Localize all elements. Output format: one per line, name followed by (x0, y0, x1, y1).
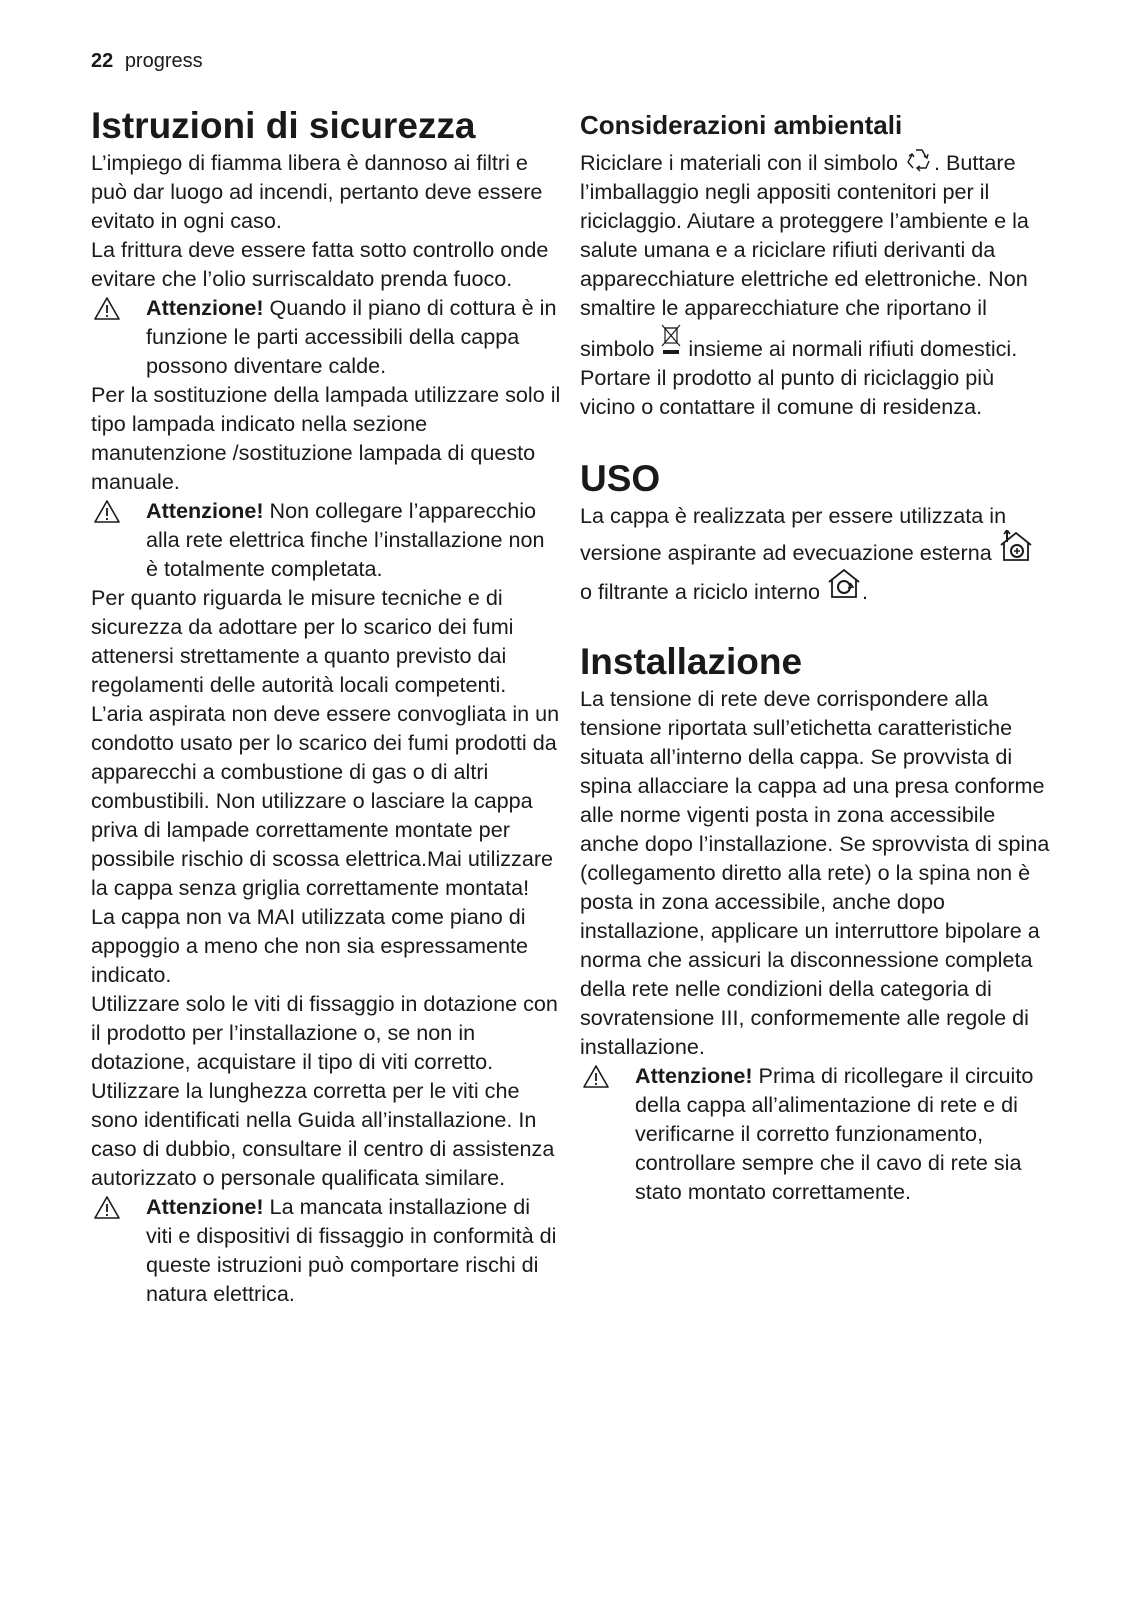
warning-text: La mancata installazione di viti e dispositivi di fissaggio in conformità di queste istruzioni può comportare rischi di natura elettrica. (146, 1194, 557, 1306)
warning-icon (93, 1195, 121, 1220)
safety-paragraph-flame: L’impiego di fiamma libera è dannoso ai filtri e può dar luogo ad incendi, pertanto deve essere evitato in ogni caso. (91, 150, 543, 233)
safety-paragraph-support: La cappa non va MAI utilizzata come piano di appoggio a meno che non sia espressamente indicato. (91, 904, 528, 987)
safety-paragraph-fumes: Per quanto riguarda le misure tecniche e di sicurezza da adottare per lo scarico dei fumi attenersi strettamente a quanto previsto dai regolamenti delle autorità locali competenti. L’aria aspirata non deve essere convogliata in un condotto usato per lo scarico dei fumi prodotti da apparecchi a combustione di gas o di altri combustibili. Non utilizzare o lasciare la cappa priva di lampade correttamente montate per possibile rischio di scossa elettrica.Mai utilizzare la cappa senza griglia correttamente montata! (91, 585, 560, 900)
safety-paragraph-frying: La frittura deve essere fatta sotto controllo onde evitare che l’olio surriscaldato prenda fuoco. (91, 237, 549, 291)
warning-text: Non collegare l’apparecchio alla rete elettrica finche l’installazione non è totalmente completata. (146, 498, 545, 581)
warning-label: Attenzione! (146, 1194, 264, 1219)
safety-paragraph-lamp: Per la sostituzione della lampada utilizzare solo il tipo lampada indicato nella sezione manutenzione /sostituzione lampada di questo manuale. (91, 382, 561, 494)
warning-connection (91, 496, 561, 583)
environment-paragraph (580, 146, 1050, 421)
environment-title: Considerazioni ambientali (580, 110, 903, 140)
page-number: 22 (91, 50, 114, 72)
warning-icon (582, 1064, 610, 1089)
warning-label: Attenzione! (146, 295, 264, 320)
warning-label: Attenzione! (146, 498, 264, 523)
uso-text-c: . (862, 579, 869, 604)
uso-text-a: La cappa è realizzata per essere utilizzata in versione aspirante ad evecuazione esterna (580, 503, 1007, 565)
warning-fixing (91, 1192, 561, 1308)
right-column (580, 108, 1050, 1206)
recycle-icon (904, 146, 934, 174)
warning-label: Attenzione! (635, 1063, 753, 1088)
warning-icon (93, 296, 121, 321)
warning-reconnect (580, 1061, 1050, 1206)
environment-text-a: Riciclare i materiali con il simbolo (580, 150, 905, 175)
ducted-extraction-icon (998, 530, 1034, 564)
uso-paragraph (580, 501, 1050, 606)
recirculation-icon (826, 567, 862, 601)
weee-bin-icon (660, 322, 682, 358)
page-header (91, 50, 203, 73)
warning-hot-parts (91, 293, 561, 380)
installation-paragraph: La tensione di rete deve corrispondere alla tensione riportata sull’etichetta caratteristiche situata all’interno della cappa. Se provvista di spina allacciare la cappa ad una presa conforme alle norme vigenti posta in zona accessibile anche dopo l’installazione. Se sprovvista di spina (collegamento diretto alla rete) o la spina non è posta in zona accessibile, anche dopo installazione, applicare un interruttore bipolare a norma che assicuri la disconnessione completa della rete nelle condizioni della categoria di sovratensione III, conformemente alle regole di installazione. (580, 686, 1050, 1059)
environment-text-b: . Buttare l’imballaggio negli appositi contenitori per il riciclaggio. Aiutare a proteggere l’ambiente e la salute umana e a riciclare rifiuti derivanti da apparecchiature elettriche ed elettroniche. Non smaltire le apparecchiature che riportano il simbolo (580, 150, 1029, 361)
installation-title: Installazione (580, 641, 803, 682)
warning-text: Prima di ricollegare il circuito della cappa all’alimentazione di rete e di verificarne il corretto funzionamento, controllare sempre che il cavo di rete sia stato montato correttamente. (635, 1063, 1034, 1204)
environment-text-c: insieme ai normali rifiuti domestici. Portare il prodotto al punto di riciclaggio più vicino o contattare il comune di residenza. (580, 336, 1018, 419)
left-column (91, 104, 561, 1308)
safety-paragraph-screws: Utilizzare solo le viti di fissaggio in dotazione con il prodotto per l’installazione o, se non in dotazione, acquistare il tipo di viti corretto. Utilizzare la lunghezza corretta per le viti che sono identificati nella Guida all’installazione. In caso di dubbio, consultare il centro di assistenza autorizzato o personale qualificata similare. (91, 991, 558, 1190)
brand-name: progress (124, 50, 203, 72)
warning-text: Quando il piano di cottura è in funzione le parti accessibili della cappa possono diventare calde. (146, 295, 557, 378)
warning-icon (93, 499, 121, 524)
uso-text-b: o filtrante a riciclo interno (580, 579, 827, 604)
uso-title: USO (580, 458, 661, 499)
safety-title: Istruzioni di sicurezza (91, 105, 476, 146)
